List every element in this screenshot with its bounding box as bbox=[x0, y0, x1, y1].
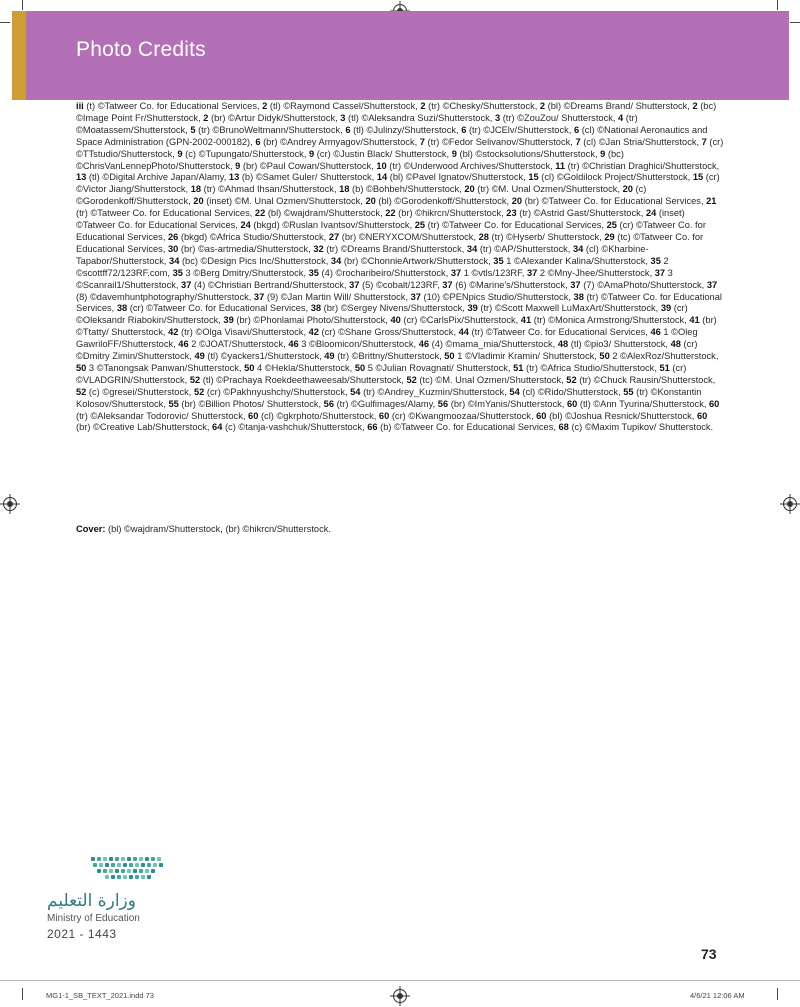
logo-dot bbox=[157, 857, 161, 861]
credit-text: (cr) ©Victor Jiang/Shutterstock, bbox=[76, 172, 720, 195]
credit-text: (br) ©Billion Photos/ Shutterstock, bbox=[178, 398, 324, 409]
logo-dot bbox=[127, 857, 131, 861]
credit-page-ref: 9 bbox=[177, 148, 183, 159]
credit-text: 1 ©Vladimir Kramin/ Shutterstock, bbox=[454, 351, 600, 362]
credit-page-ref: 15 bbox=[528, 172, 539, 183]
credit-page-ref: 48 bbox=[670, 339, 681, 350]
credit-page-ref: 34 bbox=[572, 243, 584, 254]
credit-page-ref: 39 bbox=[467, 303, 478, 314]
logo-dot bbox=[103, 869, 107, 873]
credit-text: (tr) ©Aleksandar Todorovic/ Shutterstock, bbox=[76, 410, 249, 421]
credit-page-ref: 22 bbox=[385, 208, 396, 219]
credit-page-ref: 60 bbox=[536, 410, 547, 421]
credit-page-ref: 25 bbox=[606, 220, 617, 231]
credit-page-ref: 34 bbox=[169, 255, 180, 266]
logo-dot bbox=[111, 863, 115, 867]
credit-text: (tr) ©Brittny/Shutterstock, bbox=[334, 351, 445, 362]
slug-filename: MG1-1_SB_TEXT_2021.indd 73 bbox=[46, 991, 154, 1000]
logo-dot bbox=[103, 857, 107, 861]
credit-page-ref: 35 bbox=[172, 267, 183, 278]
credit-page-ref: 46 bbox=[288, 339, 299, 350]
credit-page-ref: 38 bbox=[573, 291, 584, 302]
registration-mark-icon bbox=[783, 497, 797, 511]
credit-text: (tl) ©Aleksandra Suzi/Shutterstock, bbox=[345, 112, 495, 123]
credit-text: (inset) ©Tatweer Co. for Educational Services, bbox=[76, 208, 685, 231]
credit-text: (6) ©Marine's/Shutterstock, bbox=[452, 279, 571, 290]
credit-page-ref: 11 bbox=[555, 160, 566, 171]
credit-text: (c) ©Gorodenkoff/Shutterstock, bbox=[76, 184, 647, 207]
credit-text: (cr) ©Justin Black/ Shutterstock, bbox=[314, 148, 452, 159]
credit-page-ref: 48 bbox=[557, 339, 569, 350]
credit-text: (7) ©AmaPhoto/Shutterstock, bbox=[580, 279, 707, 290]
crop-mark bbox=[790, 22, 800, 23]
credit-page-ref: 37 bbox=[253, 291, 265, 302]
credit-text: (b) ©Samet Guler/ Shutterstock, bbox=[239, 172, 377, 183]
credit-text: (4) ©mama_mia/Shutterstock, bbox=[429, 339, 558, 350]
credit-text: (br) ©Sergey Nivens/Shutterstock, bbox=[321, 303, 468, 314]
logo-dot bbox=[109, 857, 113, 861]
credit-text: (cr) ©Pakhnyushchy/Shutterstock, bbox=[204, 386, 351, 397]
credit-page-ref: 44 bbox=[458, 327, 469, 338]
credit-page-ref: 50 bbox=[76, 362, 87, 373]
credit-text: 3 ©Tanongsak Panwan/Shutterstock, bbox=[86, 362, 245, 373]
logo-dot bbox=[97, 857, 101, 861]
credit-text: (br) ©Paul Cowan/Shutterstock, bbox=[240, 160, 377, 171]
credit-text: (tr) ©Ahmad Ihsan/Shutterstock, bbox=[201, 184, 340, 195]
logo-dot bbox=[123, 875, 127, 879]
credit-text: (tr) ©Chuck Rausin/Shutterstock, bbox=[576, 374, 716, 385]
credit-text: (tl) ©Julinzy/Shutterstock, bbox=[350, 124, 462, 135]
credit-text: (tr) ©Dreams Brand/Shutterstock, bbox=[323, 243, 467, 254]
credit-text: (4) ©Christian Bertrand/Shutterstock, bbox=[191, 279, 350, 290]
credit-text: (tr) ©Andrey_Kuzmin/Shutterstock, bbox=[360, 386, 510, 397]
logo-dot bbox=[141, 875, 145, 879]
credit-text: (tl) ©Raymond Cassel/Shutterstock, bbox=[267, 101, 421, 111]
credit-page-ref: 50 bbox=[244, 362, 255, 373]
cover-credit bbox=[76, 524, 331, 534]
logo-dot bbox=[99, 863, 103, 867]
credit-text: (bl) ©Gorodenkoff/Shutterstock, bbox=[375, 196, 512, 207]
credit-text: (tl) ©Digital Archive Japan/Alamy, bbox=[86, 172, 229, 183]
credit-text: (cr) ©Dmitry Zimin/Shutterstock, bbox=[76, 339, 698, 362]
logo-dot bbox=[133, 869, 137, 873]
credit-page-ref: 52 bbox=[406, 374, 417, 385]
credit-page-ref: 41 bbox=[689, 315, 700, 326]
credit-text: (cr) ©TTstudio/Shutterstock, bbox=[76, 136, 724, 159]
logo-dot bbox=[129, 875, 133, 879]
logo-dot bbox=[135, 863, 139, 867]
credit-page-ref: 9 bbox=[600, 148, 606, 159]
credit-text: (cr) ©Tatweer Co. for Educational Services, bbox=[76, 220, 706, 242]
credit-page-ref: 37 bbox=[450, 267, 462, 278]
credit-text: (bl) ©wajdram/Shutterstock, bbox=[265, 208, 386, 219]
credit-text: (tr) ©Astrid Gast/Shutterstock, bbox=[516, 208, 646, 219]
credit-text: (tl) ©Prachaya Roekdeethaweesab/Shutterstock, bbox=[200, 374, 407, 385]
credit-text: (bl) ©Pavel Ignatov/Shutterstock, bbox=[387, 172, 529, 183]
credit-page-ref: 38 bbox=[116, 303, 128, 314]
credit-text: (br) ©Andrey Armyagov/Shutterstock, bbox=[260, 136, 420, 147]
logo-dot bbox=[109, 869, 113, 873]
credit-page-ref: 20 bbox=[365, 196, 376, 207]
credit-text: (4) ©rocharibeiro/Shutterstock, bbox=[318, 267, 451, 278]
credit-page-ref: 9 bbox=[451, 148, 457, 159]
credit-page-ref: 6 bbox=[573, 124, 580, 135]
credit-page-ref: 46 bbox=[650, 327, 661, 338]
credit-page-ref: 49 bbox=[324, 351, 335, 362]
credit-text: (bc) ©ChrisVanLennepPhoto/Shutterstock, bbox=[76, 148, 624, 171]
credit-page-ref: 24 bbox=[240, 220, 251, 231]
logo-dot bbox=[135, 875, 139, 879]
logo-dot bbox=[151, 869, 155, 873]
credit-text: (tl) ©Ann Tyurina/Shutterstock, bbox=[577, 398, 710, 409]
credit-page-ref: 38 bbox=[310, 303, 322, 314]
logo-dot bbox=[145, 857, 149, 861]
crop-mark bbox=[777, 988, 778, 1000]
credit-text: (5) ©cobalt/123RF, bbox=[359, 279, 443, 290]
credit-text: (bkgd) ©Africa Studio/Shutterstock, bbox=[178, 231, 329, 242]
credit-text: (br) ©Phonlamai Photo/Shutterstock, bbox=[233, 315, 391, 326]
slug-timestamp: 4/6/21 12:06 AM bbox=[690, 991, 745, 1000]
credit-page-ref: 22 bbox=[254, 208, 266, 219]
credit-text: 3 ©Berg Dmitry/Shutterstock, bbox=[182, 267, 309, 278]
credit-page-ref: 15 bbox=[692, 172, 704, 183]
credit-text: (c) ©gresei/Shutterstock, bbox=[86, 386, 194, 397]
credit-text: (b) ©Bohbeh/Shutterstock, bbox=[349, 184, 465, 195]
credit-text: 3 ©Scanrail1/Shutterstock, bbox=[76, 267, 673, 290]
logo-dot bbox=[147, 875, 151, 879]
logo-dot bbox=[117, 863, 121, 867]
logo-dot bbox=[115, 857, 119, 861]
credit-text: (tr) ©BrunoWeltmann/Shutterstock, bbox=[195, 124, 346, 135]
credit-text: (tr) ©Konstantin Kolosov/Shutterstock, bbox=[76, 386, 702, 409]
credit-text: 4 ©Hekla/Shutterstock, bbox=[254, 362, 355, 373]
credit-text: 2 ©Mny-Jhee/Shutterstock, bbox=[537, 267, 655, 278]
credit-page-ref: 42 bbox=[168, 327, 179, 338]
logo-dot bbox=[133, 857, 137, 861]
credit-text: (br) ©Tatweer Co. for Educational Services, bbox=[522, 196, 707, 207]
logo-dot bbox=[147, 863, 151, 867]
credit-text: (tr) ©Gulfimages/Alamy, bbox=[334, 398, 438, 409]
credit-page-ref: 5 bbox=[190, 124, 196, 135]
credit-page-ref: 37 bbox=[526, 267, 538, 278]
credit-page-ref: 39 bbox=[223, 315, 234, 326]
credit-page-ref: 20 bbox=[193, 196, 204, 207]
credit-page-ref: 34 bbox=[330, 255, 342, 266]
crop-mark bbox=[22, 988, 23, 1000]
credit-text: (cl) ©National Aeronautics and Space Administration (GPN-2002-000182), bbox=[76, 124, 708, 147]
credit-page-ref: 56 bbox=[437, 398, 449, 409]
logo-dot bbox=[129, 863, 133, 867]
credit-page-ref: 32 bbox=[313, 243, 324, 254]
credit-page-ref: 30 bbox=[167, 243, 179, 254]
credit-text: (br) ©Creative Lab/Shutterstock, bbox=[76, 422, 213, 433]
credit-text: (cl) ©Goldilock Project/Shutterstock, bbox=[538, 172, 693, 183]
logo-dot bbox=[97, 869, 101, 873]
credit-text: (bl) ©Dreams Brand/ Shutterstock, bbox=[545, 101, 693, 111]
credit-text: (tr) ©ZouZou/ Shutterstock, bbox=[500, 112, 619, 123]
logo-dot bbox=[151, 857, 155, 861]
credit-text: 5 ©Julian Rovagnati/ Shutterstock, bbox=[365, 362, 514, 373]
credit-text: (tr) ©Hyserb/ Shutterstock, bbox=[488, 231, 605, 242]
credit-text: 2 ©JOAT/Shutterstock, bbox=[188, 339, 289, 350]
page-number: 73 bbox=[701, 946, 717, 962]
credit-page-ref: 42 bbox=[308, 327, 319, 338]
credit-text: (cr) ©CarlsPix/Shutterstock, bbox=[400, 315, 521, 326]
credit-page-ref: 40 bbox=[390, 315, 401, 326]
credit-page-ref: 50 bbox=[444, 351, 455, 362]
credit-page-ref: 60 bbox=[378, 410, 390, 421]
credit-text: (tr) ©Tatweer Co. for Educational Services, bbox=[468, 327, 651, 338]
credit-text: (bl) ©stocksolutions/Shutterstock, bbox=[456, 148, 601, 159]
credit-page-ref: 34 bbox=[466, 243, 478, 254]
logo-dot bbox=[115, 869, 119, 873]
cover-label: Cover: bbox=[76, 524, 106, 534]
credit-text: (tc) ©M. Unal Ozmen/Shutterstock, bbox=[416, 374, 567, 385]
page-title: Photo Credits bbox=[76, 38, 206, 61]
logo-dot bbox=[159, 863, 163, 867]
credit-text: 1 ©Oleg GawriloFF/Shutterstock, bbox=[76, 327, 698, 350]
credit-page-ref: 18 bbox=[339, 184, 350, 195]
logo-arabic-text: وزارة التعليم bbox=[47, 891, 136, 911]
credit-page-ref: 37 bbox=[410, 291, 421, 302]
credit-text: (br) ©ChonnieArtwork/Shutterstock, bbox=[341, 255, 494, 266]
credit-page-ref: 2 bbox=[692, 101, 698, 111]
credit-page-ref: 27 bbox=[328, 231, 340, 242]
credit-text: (10) ©PENpics Studio/Shutterstock, bbox=[420, 291, 574, 302]
crop-mark bbox=[777, 0, 778, 10]
logo-dot bbox=[105, 875, 109, 879]
credit-page-ref: 66 bbox=[367, 422, 378, 433]
credit-text: (tr) ©Fedor Selivanov/Shutterstock, bbox=[424, 136, 576, 147]
credit-page-ref: 54 bbox=[350, 386, 361, 397]
credit-page-ref: 7 bbox=[575, 136, 581, 147]
credit-text: (cr) ©Oleksandr Riabokin/Shutterstock, bbox=[76, 303, 688, 326]
credit-text: (tc) ©Tatweer Co. for Educational Services, bbox=[76, 231, 704, 254]
credit-page-ref: 18 bbox=[190, 184, 202, 195]
banner-accent-stripe bbox=[12, 11, 26, 100]
credit-page-ref: 37 bbox=[181, 279, 192, 290]
logo-year: 2021 - 1443 bbox=[47, 927, 117, 941]
credit-page-ref: 37 bbox=[349, 279, 360, 290]
registration-mark-icon bbox=[393, 989, 407, 1003]
credit-page-ref: 37 bbox=[442, 279, 453, 290]
credit-text: (tr) ©Christian Draghici/Shutterstock, bbox=[565, 160, 720, 171]
credit-text: (c) ©tanja-vashchuk/Shutterstock, bbox=[222, 422, 368, 433]
credit-page-ref: 26 bbox=[167, 231, 179, 242]
credit-text: (8) ©davemhuntphotography/Shutterstock, bbox=[76, 291, 254, 302]
credit-page-ref: 10 bbox=[376, 160, 387, 171]
credit-page-ref: 6 bbox=[461, 124, 467, 135]
credit-text: (br) ©hikrcn/Shutterstock, bbox=[395, 208, 507, 219]
logo-dot bbox=[91, 857, 95, 861]
credit-text: (cl) ©Rido/Shutterstock, bbox=[519, 386, 624, 397]
credit-page-ref: 25 bbox=[414, 220, 426, 231]
credit-page-ref: 60 bbox=[696, 410, 708, 421]
credit-text: (cl) ©Jan Stria/Shutterstock, bbox=[580, 136, 702, 147]
credit-page-ref: 51 bbox=[659, 362, 670, 373]
credit-page-ref: 21 bbox=[706, 196, 717, 207]
credits-paragraph bbox=[76, 101, 724, 434]
logo-dot bbox=[121, 857, 125, 861]
credit-page-ref: 37 bbox=[654, 267, 666, 278]
credit-text: (c) ©Maxim Tupikov/ Shutterstock. bbox=[568, 422, 714, 433]
credit-page-ref: 52 bbox=[566, 374, 577, 385]
credit-text: (t) ©Tatweer Co. for Educational Services, bbox=[83, 101, 263, 111]
logo-dot bbox=[153, 863, 157, 867]
credit-page-ref: 9 bbox=[308, 148, 315, 159]
credit-page-ref: 2 bbox=[539, 101, 546, 111]
logo-ministry-text: Ministry of Education bbox=[47, 913, 140, 924]
credit-text: (cr) ©Kwangmoozaa/Shutterstock, bbox=[389, 410, 537, 421]
credit-page-ref: 29 bbox=[604, 231, 615, 242]
credit-page-ref: 46 bbox=[418, 339, 430, 350]
credit-page-ref: 35 bbox=[308, 267, 319, 278]
credit-text: (tr) ©JCElv/Shutterstock, bbox=[466, 124, 574, 135]
credit-text: (tl) ©pio3/ Shutterstock, bbox=[568, 339, 671, 350]
credit-page-ref: 6 bbox=[255, 136, 261, 147]
credit-text: (9) ©Jan Martin Will/ Shutterstock, bbox=[264, 291, 411, 302]
credit-text: (tr) ©AP/Shutterstock, bbox=[477, 243, 573, 254]
logo-dot bbox=[145, 869, 149, 873]
credit-text: (tr) ©M. Unal Ozmen/Shutterstock, bbox=[474, 184, 623, 195]
credit-page-ref: 60 bbox=[566, 398, 578, 409]
credit-page-ref: 7 bbox=[419, 136, 425, 147]
crop-mark bbox=[22, 0, 23, 10]
credit-text: (bc) ©Design Pics Inc/Shutterstock, bbox=[179, 255, 331, 266]
credit-page-ref: 28 bbox=[478, 231, 489, 242]
logo-dot bbox=[139, 869, 143, 873]
credit-page-ref: 35 bbox=[650, 255, 661, 266]
credit-page-ref: 24 bbox=[645, 208, 657, 219]
credit-page-ref: 37 bbox=[570, 279, 581, 290]
credit-text: 2 ©scottff72/123RF.com, bbox=[76, 255, 669, 278]
cover-text: (bl) ©wajdram/Shutterstock, (br) ©hikrcn/Shutterstock. bbox=[105, 524, 331, 534]
credit-page-ref: 35 bbox=[493, 255, 504, 266]
logo-dot bbox=[139, 857, 143, 861]
credit-page-ref: 23 bbox=[506, 208, 517, 219]
credit-text: (tr) ©Tatweer Co. for Educational Services, bbox=[76, 291, 722, 314]
credit-text: (tr) ©Tatweer Co. for Educational Services, bbox=[425, 220, 607, 231]
credit-text: (tr) ©Moatassem/Shutterstock, bbox=[76, 112, 638, 135]
credit-text: (tl) ©yackers1/Shutterstock, bbox=[204, 351, 325, 362]
logo-dot bbox=[93, 863, 97, 867]
credit-text: 2 ©AlexRoz/Shutterstock, bbox=[609, 351, 719, 362]
credit-page-ref: 60 bbox=[709, 398, 720, 409]
credit-text: (bkgd) ©Ruslan Ivantsov/Shutterstock, bbox=[250, 220, 415, 231]
credit-text: (tr) ©Africa Studio/Shutterstock, bbox=[523, 362, 660, 373]
credit-text: (bl) ©Joshua Resnick/Shutterstock, bbox=[546, 410, 697, 421]
credit-page-ref: 20 bbox=[511, 196, 523, 207]
credit-text: (br) ©Ttatty/ Shutterstock, bbox=[76, 315, 717, 338]
credit-page-ref: 55 bbox=[623, 386, 634, 397]
logo-dot bbox=[117, 875, 121, 879]
credit-text: (c) ©Tupungato/Shutterstock, bbox=[182, 148, 309, 159]
credit-page-ref: 9 bbox=[235, 160, 241, 171]
credit-text: 3 ©Bloomicon/Shutterstock, bbox=[298, 339, 419, 350]
registration-mark-icon bbox=[3, 497, 17, 511]
credit-page-ref: 20 bbox=[464, 184, 475, 195]
credit-page-ref: 2 bbox=[420, 101, 426, 111]
credit-page-ref: 37 bbox=[706, 279, 718, 290]
credit-page-ref: 50 bbox=[599, 351, 610, 362]
credit-page-ref: 4 bbox=[618, 112, 624, 123]
credit-page-ref: 68 bbox=[558, 422, 569, 433]
logo-dot bbox=[105, 863, 109, 867]
credit-page-ref: 20 bbox=[622, 184, 633, 195]
credit-page-ref: 51 bbox=[513, 362, 524, 373]
credit-page-ref: 7 bbox=[701, 136, 707, 147]
credit-page-ref: 54 bbox=[509, 386, 520, 397]
credit-text: (cr) ©Tatweer Co. for Educational Services, bbox=[127, 303, 311, 314]
logo-dot bbox=[127, 869, 131, 873]
credit-text: (br) ©ImYanis/Shutterstock, bbox=[448, 398, 567, 409]
credit-text: (br) ©as-artmedia/Shutterstock, bbox=[178, 243, 314, 254]
ministry-logo bbox=[47, 853, 157, 948]
logo-dot bbox=[141, 863, 145, 867]
credit-page-ref: 49 bbox=[194, 351, 205, 362]
credit-page-ref: 50 bbox=[354, 362, 366, 373]
credit-text: (tr) ©Underwood Archives/Shutterstock, bbox=[386, 160, 556, 171]
credit-text: 1 ©vtls/123RF, bbox=[461, 267, 527, 278]
credit-page-ref: 52 bbox=[193, 386, 205, 397]
credit-text: (bc) ©Image Point Fr/Shutterstock, bbox=[76, 101, 717, 123]
slug-divider bbox=[0, 980, 800, 981]
crop-mark bbox=[0, 22, 10, 23]
credit-text: 1 ©Alexander Kalina/Shutterstock, bbox=[503, 255, 651, 266]
credit-page-ref: 2 bbox=[262, 101, 268, 111]
credit-text: (tr) ©Chesky/Shutterstock, bbox=[425, 101, 540, 111]
credit-page-ref: 52 bbox=[189, 374, 201, 385]
credit-text: (br) ©Artur Didyk/Shutterstock, bbox=[208, 112, 341, 123]
credit-page-ref: 3 bbox=[340, 112, 346, 123]
credit-page-ref: 13 bbox=[228, 172, 240, 183]
logo-dot bbox=[111, 875, 115, 879]
credit-text: (cr) ©VLADGRIN/Shutterstock, bbox=[76, 362, 687, 385]
credit-text: (inset) ©M. Unal Ozmen/Shutterstock, bbox=[203, 196, 366, 207]
credit-text: (cr) ©Shane Gross/Shutterstock, bbox=[318, 327, 459, 338]
credit-text: (b) ©Tatweer Co. for Educational Services, bbox=[377, 422, 559, 433]
logo-dot bbox=[121, 869, 125, 873]
credit-page-ref: 55 bbox=[168, 398, 179, 409]
credit-page-ref: 64 bbox=[212, 422, 223, 433]
credit-page-ref: iii bbox=[76, 101, 84, 111]
credit-page-ref: 60 bbox=[248, 410, 259, 421]
credit-page-ref: 56 bbox=[323, 398, 334, 409]
logo-dot bbox=[123, 863, 127, 867]
credit-page-ref: 14 bbox=[376, 172, 388, 183]
credit-page-ref: 13 bbox=[76, 172, 87, 183]
credit-text: (tr) ©Scott Maxwell LuMaxArt/Shutterstock, bbox=[477, 303, 661, 314]
credit-text: (br) ©NERYXCOM/Shutterstock, bbox=[339, 231, 479, 242]
credit-page-ref: 3 bbox=[494, 112, 501, 123]
credit-text: (tr) ©Monica Armstrong/Shutterstock, bbox=[531, 315, 690, 326]
credit-page-ref: 52 bbox=[76, 386, 87, 397]
credit-text: (cl) ©Kharbine-Tapabor/Shutterstock, bbox=[76, 243, 649, 266]
credit-page-ref: 6 bbox=[345, 124, 351, 135]
credit-text: (cl) ©gkrphoto/Shutterstock, bbox=[258, 410, 379, 421]
credit-page-ref: 41 bbox=[520, 315, 532, 326]
credit-page-ref: 39 bbox=[660, 303, 672, 314]
credit-text: (tr) ©Tatweer Co. for Educational Services, bbox=[76, 208, 255, 219]
credit-page-ref: 46 bbox=[178, 339, 189, 350]
credit-page-ref: 2 bbox=[203, 112, 209, 123]
credit-text: (tr) ©Olga Visavi/Shutterstock, bbox=[178, 327, 309, 338]
